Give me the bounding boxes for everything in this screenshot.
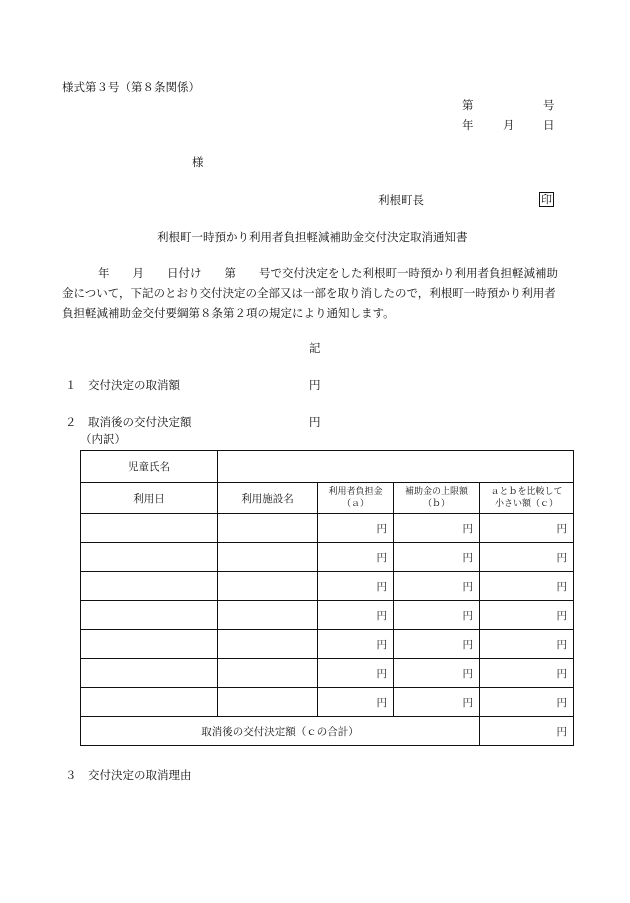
cell-c: 円 [480,601,574,630]
cell-a: 円 [318,659,394,688]
number-dai: 第 [462,98,474,112]
cell-b: 円 [394,543,480,572]
form-label: 様式第３号（第８条関係） [62,80,200,94]
cell-a: 円 [318,688,394,717]
total-label: 取消後の交付決定額（ｃの合計） [81,717,480,746]
body-line-2: 金について，下記のとおり交付決定の全部又は一部を取り消したので，利根町一時預かり利用者 [62,286,556,300]
cell-date [81,630,218,659]
document-title: 利根町一時預かり利用者負担軽減補助金交付決定取消通知書 [157,230,468,244]
total-unit: 円 [480,717,574,746]
body-line-1: 年 月 日付け 第 号で交付決定をした利根町一時預かり利用者負担軽減補助 [98,266,558,280]
cell-facility [218,601,318,630]
child-name-field [218,451,574,483]
cell-c: 円 [480,543,574,572]
item3-label: 交付決定の取消理由 [88,768,192,782]
cell-facility [218,572,318,601]
cell-facility [218,659,318,688]
child-name-label: 児童氏名 [81,451,218,483]
issuer: 利根町長 [378,193,424,207]
cell-a: 円 [318,514,394,543]
cell-b: 円 [394,572,480,601]
cell-date [81,659,218,688]
addressee-suffix: 様 [192,155,204,169]
cell-date [81,572,218,601]
table-row [81,688,574,717]
child-name-row [81,451,574,483]
table-row [81,543,574,572]
item1-num: １ [65,378,77,392]
cell-c: 円 [480,688,574,717]
item1-unit: 円 [309,378,321,392]
cell-b: 円 [394,630,480,659]
cell-a: 円 [318,630,394,659]
header-limit-b-line2: （ｂ） [422,499,450,509]
cell-c: 円 [480,659,574,688]
header-limit-b-line1: 補助金の上限額 [404,487,468,497]
header-burden-a [318,483,394,514]
table-row [81,514,574,543]
header-min-c [480,483,574,514]
breakdown-table [80,450,574,746]
cell-facility [218,543,318,572]
cell-facility [218,630,318,659]
date-month: 月 [503,118,515,132]
item2-num: ２ [65,415,77,429]
cell-date [81,601,218,630]
cell-c: 円 [480,630,574,659]
header-use-date: 利用日 [81,483,218,514]
seal-mark: 印 [541,193,552,206]
header-burden-a-line2: （ａ） [341,499,369,509]
header-min-c-line2: 小さい額（ｃ） [494,499,558,509]
date-year: 年 [462,118,474,132]
cell-a: 円 [318,543,394,572]
table-row [81,659,574,688]
item1-label: 交付決定の取消額 [88,378,180,392]
cell-c: 円 [480,572,574,601]
cell-c: 円 [480,514,574,543]
table-row [81,630,574,659]
header-limit-b [394,483,480,514]
item2-unit: 円 [309,415,321,429]
ki-heading: 記 [309,341,321,355]
cell-date [81,543,218,572]
cell-b: 円 [394,659,480,688]
breakdown-label: （内訳） [80,432,126,446]
number-go: 号 [543,98,555,112]
header-facility: 利用施設名 [218,483,318,514]
item3-num: ３ [65,768,77,782]
cell-b: 円 [394,514,480,543]
header-min-c-line1: ａとｂを比較して [490,487,563,497]
date-day: 日 [543,118,555,132]
cell-b: 円 [394,688,480,717]
item2-label: 取消後の交付決定額 [88,415,192,429]
body-line-3: 負担軽減補助金交付要綱第８条第２項の規定により通知します。 [62,306,395,320]
cell-a: 円 [318,572,394,601]
header-row [81,483,574,514]
cell-facility [218,688,318,717]
table-row [81,572,574,601]
cell-facility [218,514,318,543]
table-row [81,601,574,630]
cell-a: 円 [318,601,394,630]
header-burden-a-line1: 利用者負担金 [328,487,383,497]
cell-b: 円 [394,601,480,630]
cell-date [81,514,218,543]
cell-date [81,688,218,717]
total-row [81,717,574,746]
